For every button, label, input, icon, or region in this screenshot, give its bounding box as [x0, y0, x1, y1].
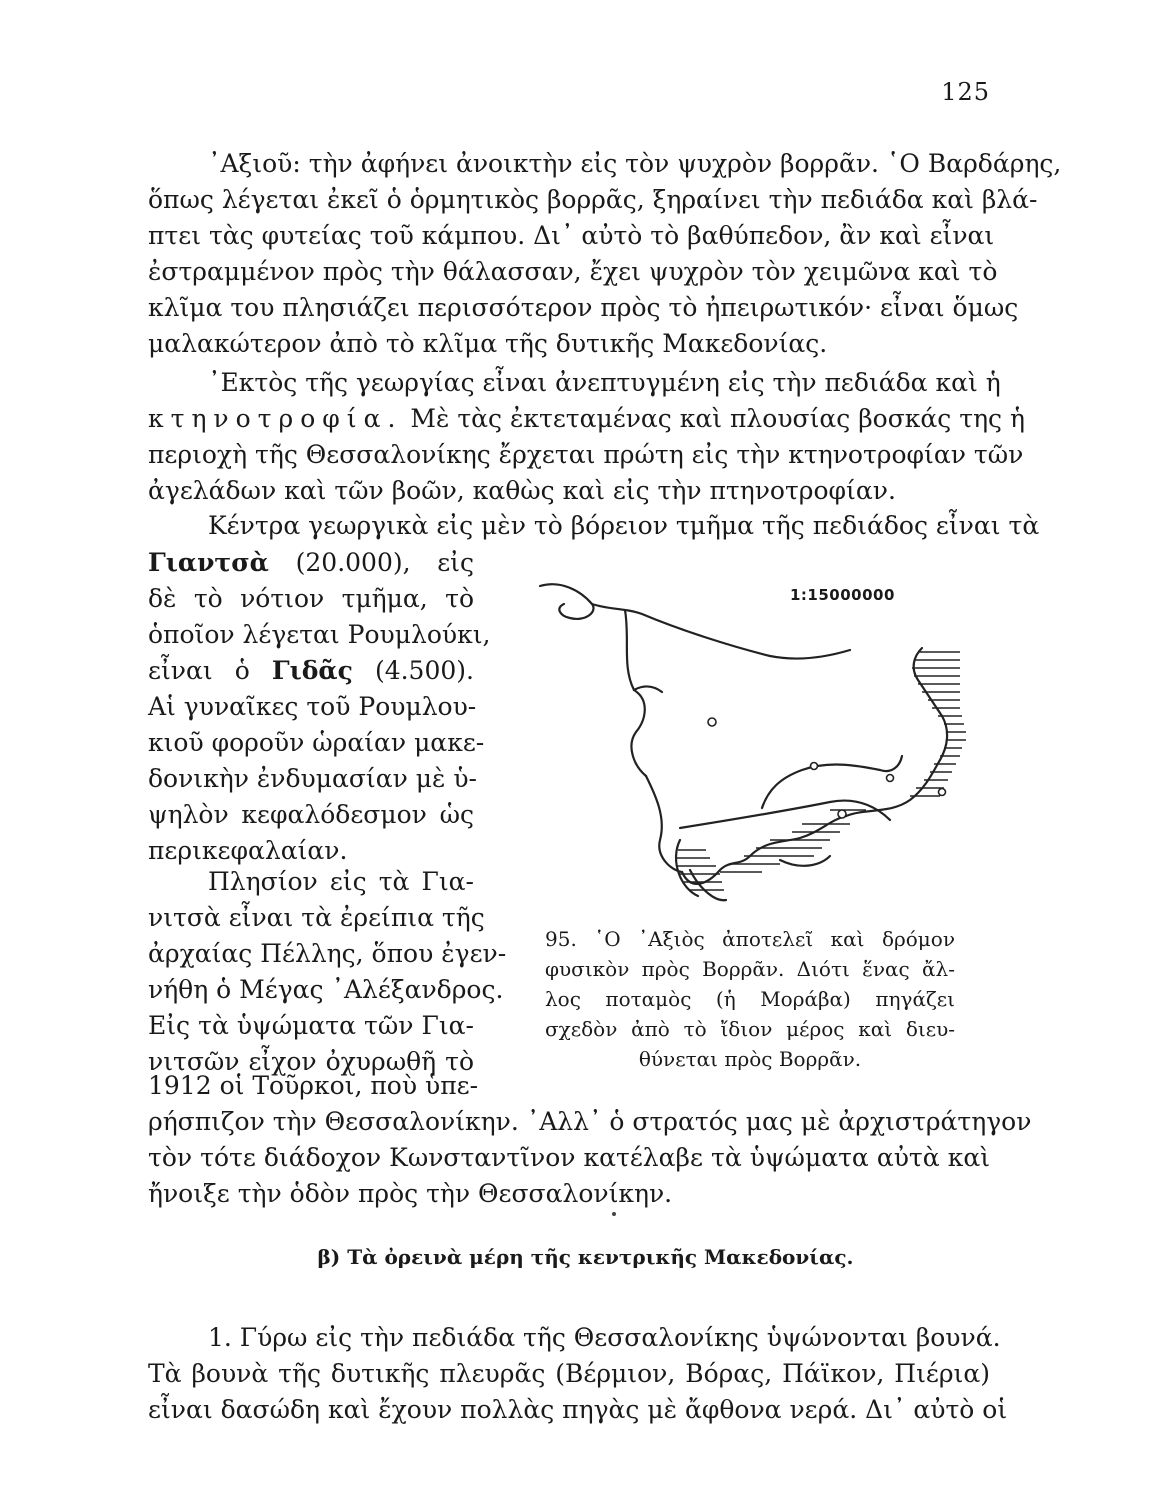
- text-line: δὲ τὸ νότιον τμῆμα, τὸ: [148, 584, 474, 613]
- town-marker: [939, 789, 946, 796]
- town-marker: [838, 810, 846, 818]
- paragraph-3: [148, 508, 1040, 544]
- text-line: νιτσῶν εἶχον ὀχυρωθῆ τὸ: [148, 1047, 474, 1076]
- paragraph-2: [148, 365, 1025, 509]
- text-line: 1. Γύρω εἰς τὴν πεδιάδα τῆς Θεσσαλονίκης ὑψώνονται βουνά.: [208, 1323, 1001, 1352]
- text-line: [148, 653, 474, 689]
- caption-line: φυσικὸν πρὸς Βορρᾶν. Διότι ἕνας ἄλ-: [545, 957, 955, 981]
- town-marker: [887, 775, 894, 782]
- text-line: ἀρχαίας Πέλλης, ὅπου ἐγεν-: [148, 939, 507, 968]
- page-number: 125: [941, 78, 990, 106]
- text-fragment: εἶναι ὁ: [148, 656, 250, 685]
- text-fragment: (4.500).: [374, 656, 474, 685]
- map-illustration: [530, 570, 990, 910]
- text-line: 1912 οἱ Τοῦρκοι, ποὺ ὑπε-: [148, 1071, 479, 1100]
- text-line: νιτσὰ εἶναι τὰ ἐρείπια τῆς: [148, 903, 485, 932]
- place-giannitsa: Γιαντσὰ: [148, 548, 269, 577]
- text-line: ἀγελάδων καὶ τῶν βοῶν, καθὼς καὶ εἰς τὴν πτηνοτροφίαν.: [148, 476, 896, 505]
- caption-line: 95. ῾Ο ᾿Αξιὸς ἀποτελεῖ καὶ δρόμον: [545, 927, 955, 951]
- text-line: μαλακώτερον ἀπὸ τὸ κλῖμα τῆς δυτικῆς Μακεδονίας.: [148, 329, 828, 358]
- text-fragment: Μὲ τὰς ἐκτεταμένας καὶ πλουσίας βοσκάς της ἡ: [410, 404, 1025, 433]
- left-column-text: [148, 545, 491, 869]
- text-fragment: (20.000), εἰς: [295, 548, 474, 577]
- text-line: τὸν τότε διάδοχον Κωνσταντῖνον κατέλαβε τὰ ὑψώματα αὐτὰ καὶ: [148, 1143, 990, 1172]
- text-line: δονικὴν ἐνδυμασίαν μὲ ὑ-: [148, 764, 477, 793]
- text-line: νήθη ὁ Μέγας ᾿Αλέξανδρος.: [148, 975, 504, 1004]
- text-line: κλῖμα του πλησιάζει περισσότερον πρὸς τὸ ἠπειρωτικόν· εἶναι ὅμως: [148, 293, 1019, 322]
- text-line: Αἱ γυναῖκες τοῦ Ρουμλου-: [148, 692, 477, 721]
- map-caption: [545, 924, 955, 1074]
- town-marker: [708, 718, 716, 726]
- text-line: ἤνοιξε τὴν ὁδὸν πρὸς τὴν Θεσσαλονίκην.: [148, 1179, 673, 1208]
- caption-line: λος ποταμὸς (ἡ Μοράβα) πηγάζει: [545, 987, 955, 1011]
- section-heading: β) Τὰ ὀρεινὰ μέρη τῆς κεντρικῆς Μακεδονίας.: [317, 1245, 854, 1269]
- text-line: ᾿Εκτὸς τῆς γεωργίας εἶναι ἀνεπτυγμένη εἰς τὴν πεδιάδα καὶ ἡ: [208, 368, 1001, 397]
- text-line: ᾿Αξιοῦ: τὴν ἀφήνει ἀνοικτὴν εἰς τὸν ψυχρὸν βορρᾶν. ῾Ο Βαρδάρης,: [208, 149, 1062, 178]
- paragraph-4: [148, 864, 507, 1080]
- text-line: [148, 545, 474, 581]
- text-line: Κέντρα γεωργικὰ εἰς μὲν τὸ βόρειον τμῆμα τῆς πεδιάδος εἶναι τὰ: [208, 511, 1040, 540]
- map-scale: 1:15000000: [790, 586, 895, 604]
- text-line: περικεφαλαίαν.: [148, 836, 348, 865]
- ink-dot: [612, 1212, 616, 1216]
- text-line: ὁποῖον λέγεται Ρουμλούκι,: [148, 620, 491, 649]
- map-axios-river: [530, 570, 990, 910]
- text-line: [148, 401, 1025, 437]
- text-line: ἐστραμμένον πρὸς τὴν θάλασσαν, ἔχει ψυχρὸν τὸν χειμῶνα καὶ τὸ: [148, 257, 998, 286]
- town-marker: [811, 763, 818, 770]
- text-line: εἶναι δασώδη καὶ ἔχουν πολλὰς πηγὰς μὲ ἄφθονα νερά. Δι᾿ αὐτὸ οἱ: [148, 1395, 1008, 1424]
- text-line: πτει τὰς φυτείας τοῦ κάμπου. Δι᾿ αὐτὸ τὸ βαθύπεδον, ἂν καὶ εἶναι: [148, 221, 995, 250]
- text-line: Τὰ βουνὰ τῆς δυτικῆς πλευρᾶς (Βέρμιον, Βόρας, Πάϊκον, Πιέρια): [148, 1359, 990, 1388]
- text-line: Πλησίον εἰς τὰ Για-: [208, 867, 474, 896]
- text-line: Εἰς τὰ ὑψώματα τῶν Για-: [148, 1011, 474, 1040]
- text-line: κιοῦ φοροῦν ὡραίαν μακε-: [148, 728, 485, 757]
- paragraph-5: [148, 1068, 1032, 1212]
- text-line: ρήσπιζον τὴν Θεσσαλονίκην. ᾿Αλλ᾿ ὁ στρατός μας μὲ ἀρχιστράτηγον: [148, 1107, 1032, 1136]
- spaced-keyword: κτηνοτροφία.: [148, 404, 403, 433]
- paragraph-1: [148, 146, 1062, 362]
- text-line: ψηλὸν κεφαλόδεσμον ὡς: [148, 800, 474, 829]
- text-line: περιοχὴ τῆς Θεσσαλονίκης ἔρχεται πρώτη εἰς τὴν κτηνοτροφίαν τῶν: [148, 440, 1024, 469]
- paragraph-6: [148, 1320, 1008, 1428]
- caption-line: σχεδὸν ἀπὸ τὸ ἴδιον μέρος καὶ διευ-: [545, 1017, 955, 1041]
- caption-line: θύνεται πρὸς Βορρᾶν.: [638, 1047, 862, 1071]
- place-gidas: Γιδᾶς: [271, 656, 353, 685]
- text-line: ὅπως λέγεται ἐκεῖ ὁ ὁρμητικὸς βορρᾶς, ξηραίνει τὴν πεδιάδα καὶ βλά-: [148, 185, 1038, 214]
